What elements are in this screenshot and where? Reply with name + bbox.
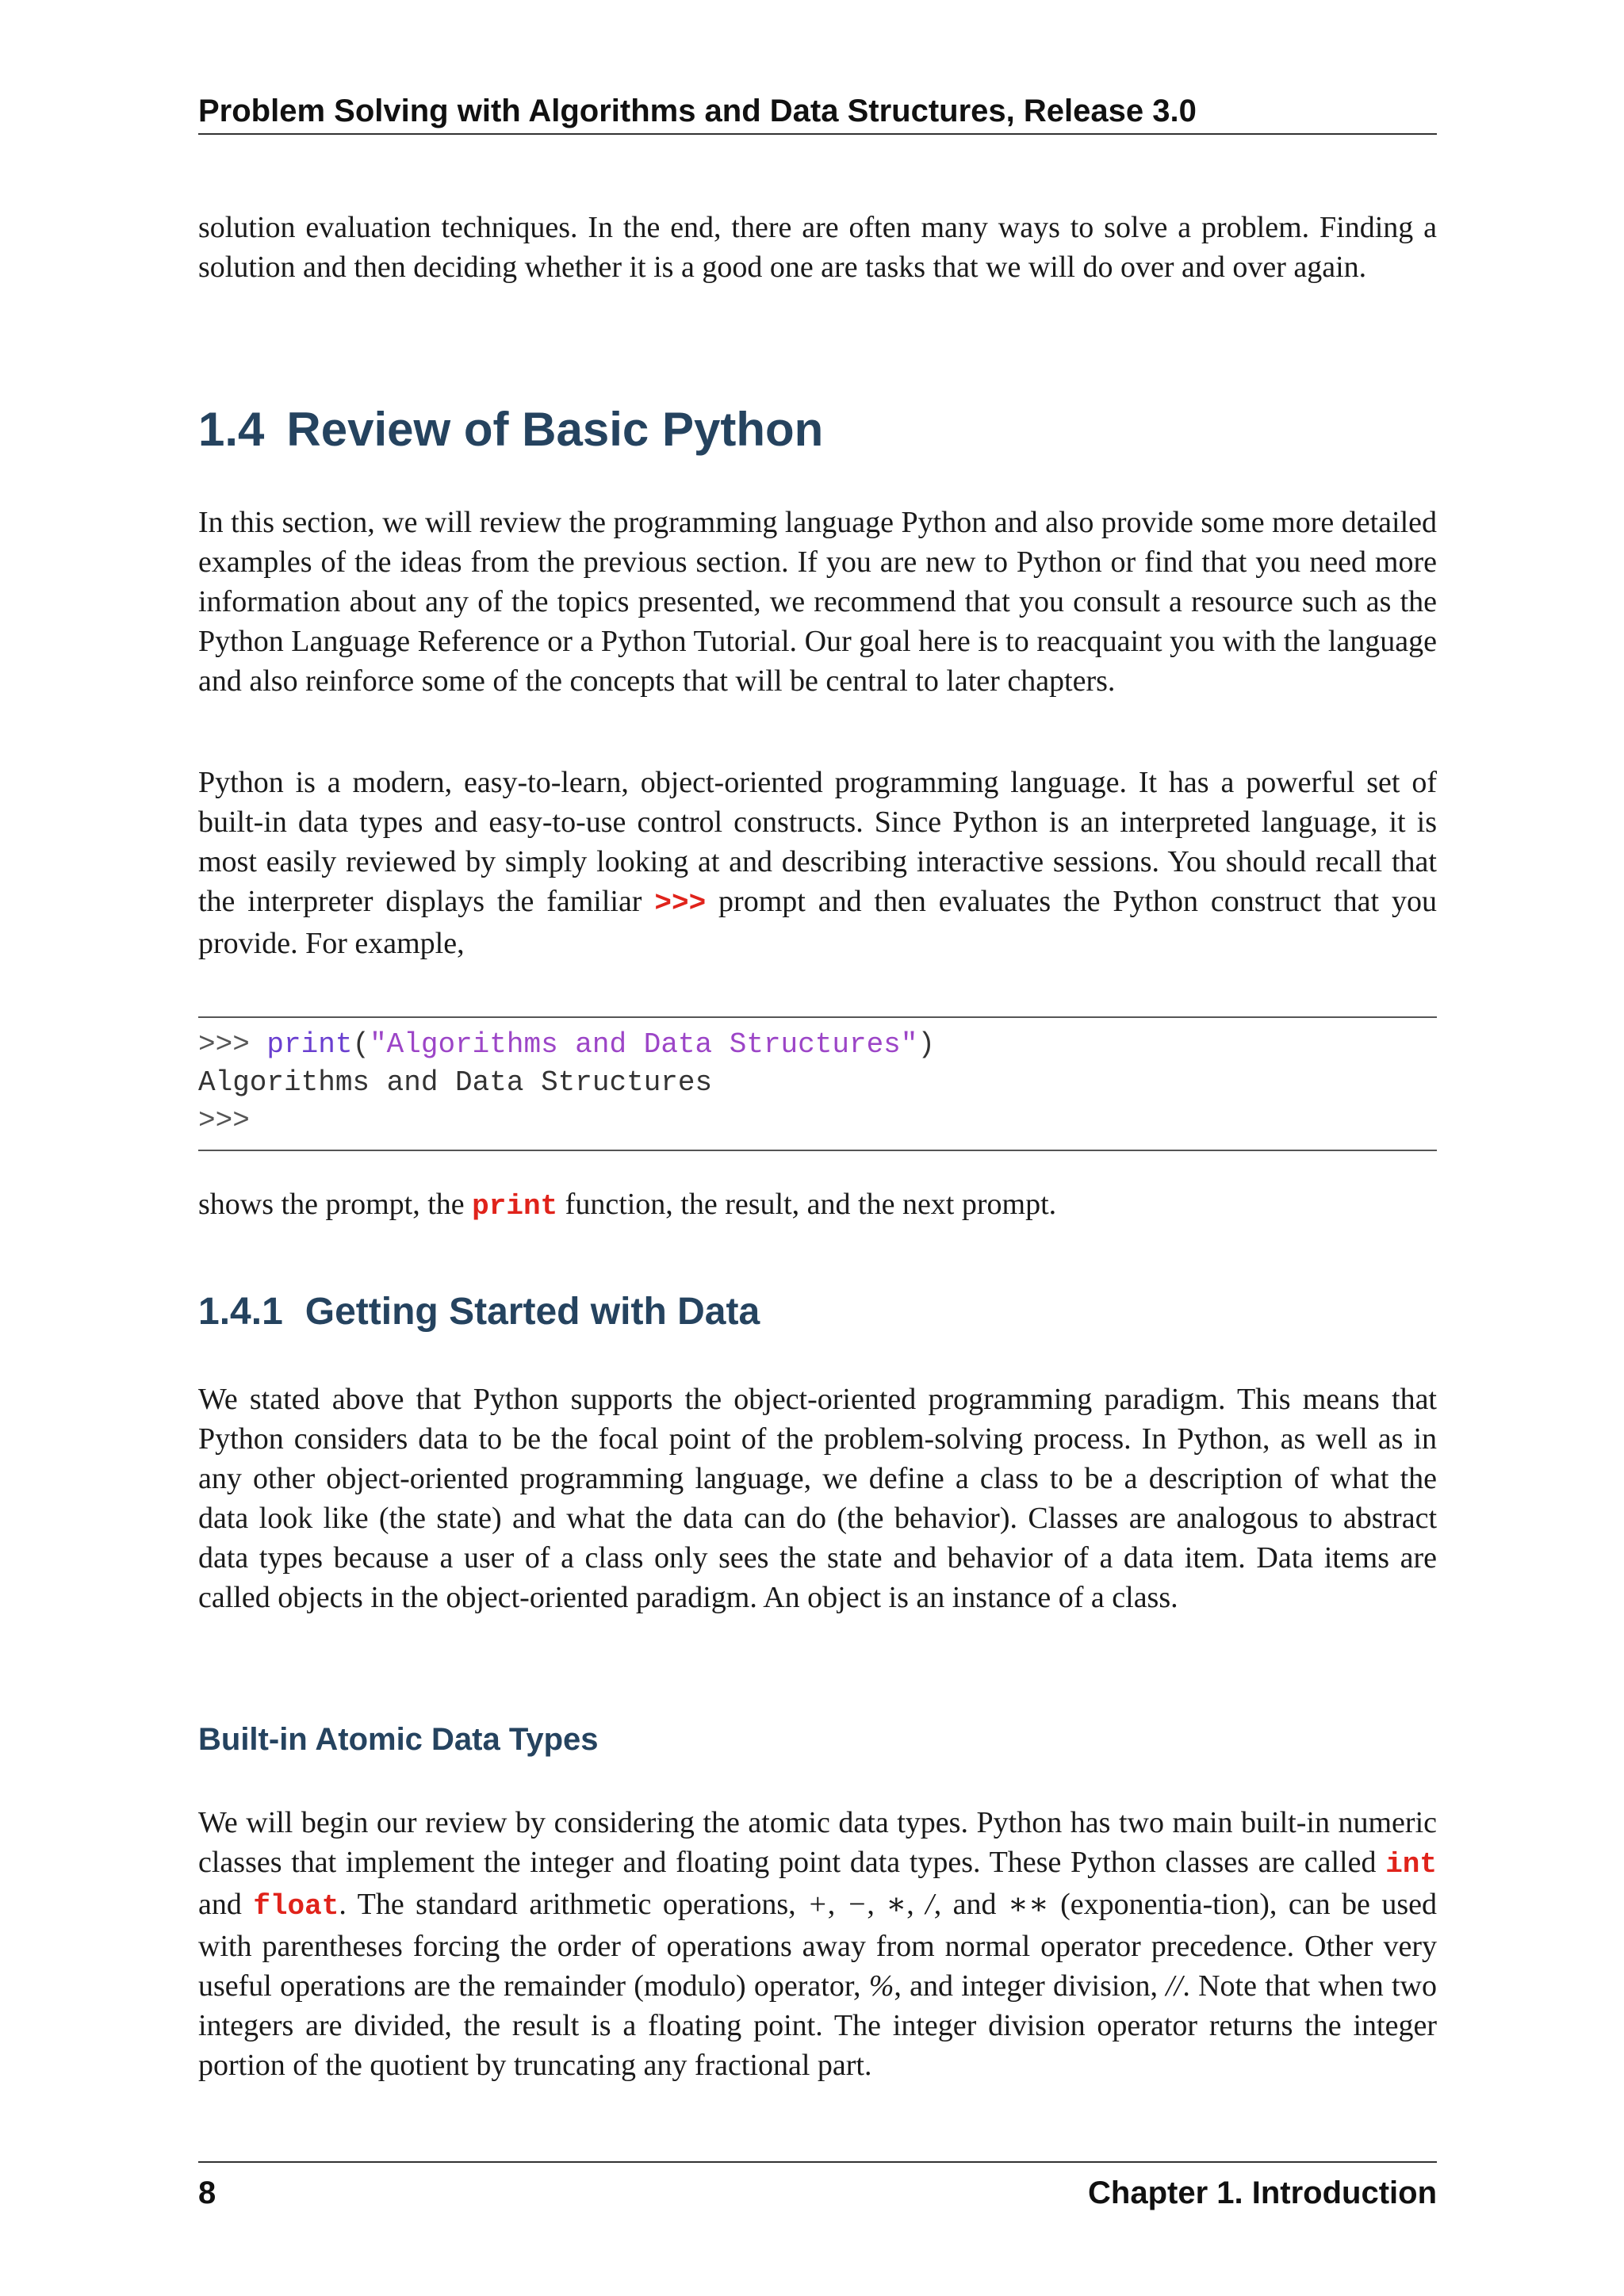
code-prompt: >>> xyxy=(198,1028,267,1061)
subsection-number: 1.4.1 xyxy=(198,1291,283,1333)
running-footer xyxy=(198,2161,1437,2212)
section-p3-text xyxy=(198,1184,1437,1226)
intro-block xyxy=(198,208,1437,287)
op-floordiv: // xyxy=(1166,1969,1183,2003)
atomic-text-1: We will begin our review by considering the atomic data types. Python has two main built-in numeric classes that implement the integer and floating point data types. These Python classes are called xyxy=(198,1806,1437,1879)
print-code: print xyxy=(472,1190,558,1223)
section-paragraph-3 xyxy=(198,1184,1437,1226)
section-paragraph-1 xyxy=(198,503,1437,701)
int-code: int xyxy=(1385,1848,1437,1881)
atomic-text-4: , and xyxy=(933,1888,1008,1921)
code-print-keyword: print xyxy=(266,1028,353,1061)
atomic-text-6: , and integer division, xyxy=(894,1969,1166,2003)
subsection-p1-text: We stated above that Python supports the object-oriented programming paradigm. This means that Python considers data to be the focal point of the problem-solving process. In Python, as well as in any other object-oriented programming language, we define a class to be a description of what the data look like (the state) and what the data can do (the behavior). Classes are analogous to abstract data types because a user of a class only sees the state and behavior of a data item. Data items are called objects in the object-oriented paradigm. An object is an instance of a class. xyxy=(198,1383,1437,1614)
subsection-heading xyxy=(198,1289,1437,1335)
p2-text-after: prompt and then evaluates the Python construct that you provide. For example, xyxy=(198,885,1437,960)
subsection-title xyxy=(198,1289,1437,1335)
section-title xyxy=(198,401,1437,458)
p3-text-before: shows the prompt, the xyxy=(198,1188,473,1221)
subsubsection-paragraph xyxy=(198,1803,1437,2085)
section-paragraph-2 xyxy=(198,763,1437,963)
atomic-sep-3: , xyxy=(906,1888,926,1921)
intro-paragraph: solution evaluation techniques. In the end, there are often many ways to solve a problem. Finding a solution and then deciding whether it is a good one are tasks that we will do over and over again. xyxy=(198,211,1437,284)
p2-text-before: Python is a modern, easy-to-learn, object-oriented programming language. It has a powerful set of built-in data types and easy-to-use control constructs. Since Python is an interpreted language, it is most easily reviewed by simply looking at and describing interactive sessions. You should recall that the interpreter displays the familiar xyxy=(198,766,1437,918)
code-string: "Algorithms and Data Structures" xyxy=(370,1028,918,1061)
code-paren-open: ( xyxy=(352,1028,370,1061)
running-header: Problem Solving with Algorithms and Data Structures, Release 3.0 xyxy=(198,92,1437,135)
op-plus: + xyxy=(807,1888,828,1921)
op-pow: ∗∗ xyxy=(1008,1888,1049,1921)
section-number: 1.4 xyxy=(198,403,265,456)
section-p2-text xyxy=(198,763,1437,963)
code-next-prompt: >>> xyxy=(198,1104,250,1137)
atomic-sep-2: , xyxy=(867,1888,887,1921)
op-div: / xyxy=(925,1888,934,1921)
section-p1-text: In this section, we will review the programming language Python and also provide some more detailed examples of the ideas from the previous section. If you are new to Python or find that you need more information about any of the topics presented, we recommend that you consult a resource such as the Python Language Reference or a Python Tutorial. Our goal here is to reacquaint you with the language and also reinforce some of the concepts that will be central to later chapters. xyxy=(198,506,1437,698)
code-block xyxy=(198,1016,1437,1151)
code-output: Algorithms and Data Structures xyxy=(198,1066,713,1099)
code-example xyxy=(198,1016,1437,1151)
code-paren-close: ) xyxy=(917,1028,935,1061)
subsubsection-title: Built-in Atomic Data Types xyxy=(198,1722,599,1757)
subsection-title-text: Getting Started with Data xyxy=(304,1291,760,1333)
float-code: float xyxy=(253,1890,339,1923)
op-times: ∗ xyxy=(886,1888,907,1921)
prompt-code: >>> xyxy=(654,887,707,920)
subsubsection-heading xyxy=(198,1720,1437,1758)
atomic-text-3: . The standard arithmetic operations, xyxy=(339,1888,808,1921)
chapter-label: Chapter 1. Introduction xyxy=(1088,2175,1437,2210)
op-minus: − xyxy=(846,1888,868,1921)
atomic-text-2: and xyxy=(198,1888,254,1921)
document-page xyxy=(198,0,1437,2296)
section-heading xyxy=(198,401,1437,458)
atomic-text-5: (exponentia-tion), can be used with parentheses forcing the order of operations away from normal operator precedence. Other very useful operations are the remainder (modulo) operator, xyxy=(198,1888,1438,2003)
atomic-sep-1: , xyxy=(827,1888,847,1921)
page-number: 8 xyxy=(198,2175,216,2210)
op-mod: % xyxy=(868,1969,894,2003)
p3-text-after: function, the result, and the next prompt. xyxy=(557,1188,1057,1221)
section-title-text: Review of Basic Python xyxy=(286,403,824,456)
subsection-paragraph xyxy=(198,1380,1437,1617)
atomic-types-paragraph xyxy=(198,1803,1437,2085)
atomic-text-7: . Note that when two integers are divided, the result is a floating point. The integer division operator returns the integer portion of the quotient by truncating any fractional part. xyxy=(198,1969,1437,2082)
